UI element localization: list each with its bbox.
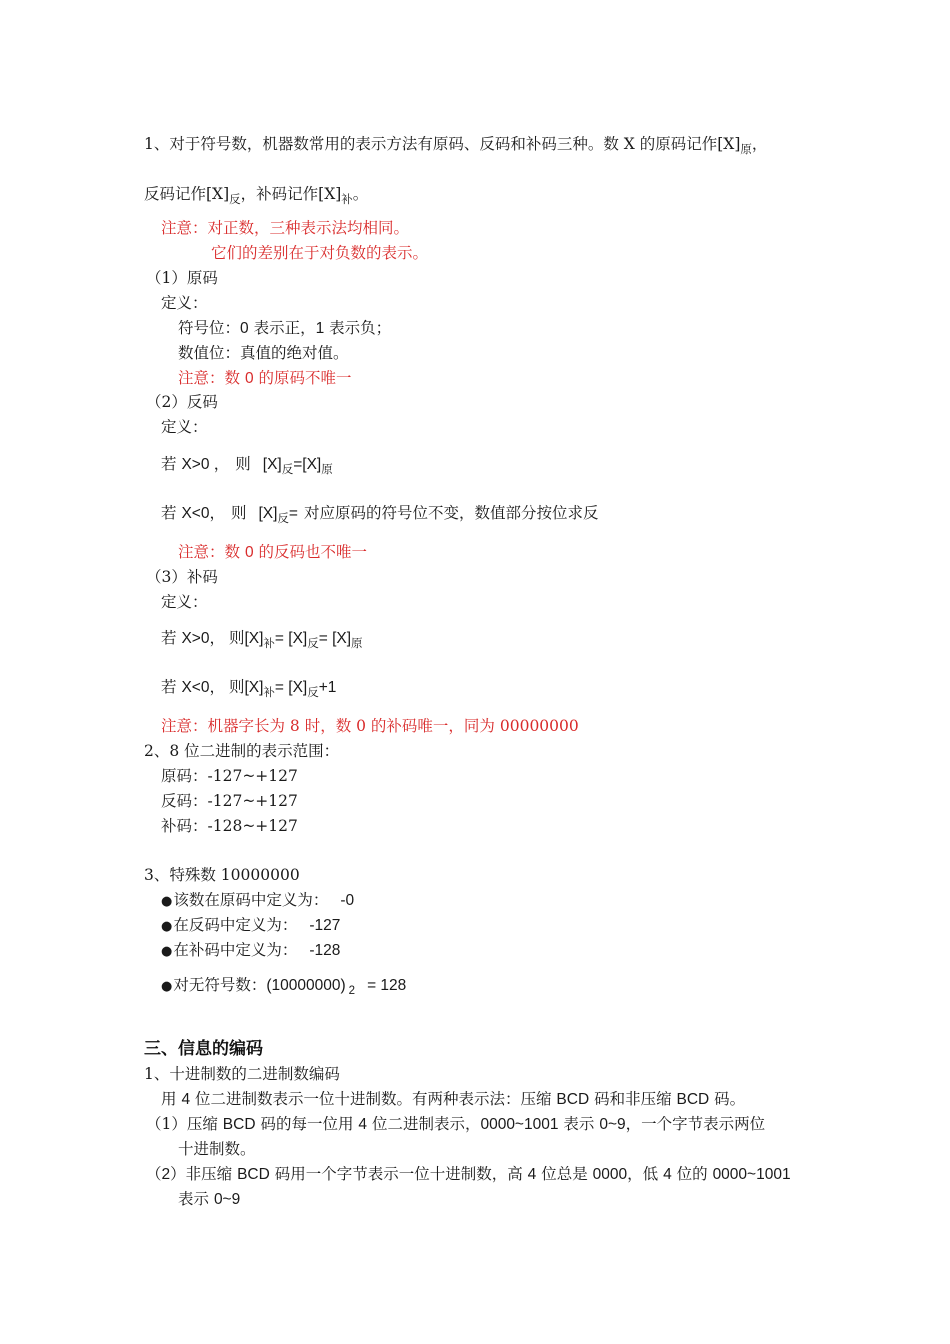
formula: [X] bbox=[244, 630, 264, 647]
fanma-note bbox=[178, 542, 367, 563]
text: ）非压缩 bbox=[170, 1165, 238, 1183]
text: 用 bbox=[161, 1090, 182, 1108]
fanma-if-negative bbox=[161, 503, 599, 524]
bullet-icon: ● bbox=[161, 979, 173, 994]
text: 在补码中定义为： bbox=[173, 941, 298, 959]
text: 的原码不唯一 bbox=[253, 369, 352, 387]
text: 码用一个字节表示一位十进制数，高 bbox=[269, 1165, 528, 1183]
special-bullet-1 bbox=[161, 890, 354, 912]
encoding-unpacked-bcd-cont bbox=[178, 1189, 240, 1210]
text: 位的 bbox=[671, 1165, 713, 1183]
buma-note: 注意：机器字长为 8 时，数 0 的补码唯一，同为 00000000 bbox=[161, 717, 579, 735]
text: 位二进制表示， bbox=[367, 1115, 481, 1133]
range-heading: 2、8 位二进制的表示范围： bbox=[144, 742, 340, 760]
condition: X<0， bbox=[181, 679, 225, 696]
section-encoding-title: 三、信息的编码 bbox=[144, 1039, 263, 1059]
section-buma-heading: （3）补码 bbox=[146, 568, 218, 586]
encoding-paragraph-1 bbox=[161, 1089, 745, 1110]
subscript-yuan: 原 bbox=[740, 142, 752, 156]
term: 0000~1001 bbox=[712, 1166, 791, 1183]
digit: 0 bbox=[240, 320, 249, 337]
term: BCD bbox=[556, 1091, 590, 1108]
subscript-bu: 补 bbox=[263, 636, 275, 650]
formula: [X] bbox=[244, 679, 264, 696]
term: 0~9 bbox=[213, 1191, 241, 1208]
text: 该数在原码中定义为： bbox=[173, 891, 329, 909]
formula: [X] bbox=[262, 456, 282, 473]
fanma-if-positive bbox=[161, 454, 333, 475]
formula: =[X] bbox=[293, 456, 322, 473]
section-yuanma-heading: （1）原码 bbox=[146, 269, 218, 287]
text: 位总是 bbox=[536, 1165, 593, 1183]
digit: 4 bbox=[358, 1116, 368, 1133]
condition: X>0 ， bbox=[181, 456, 230, 473]
digit: 4 bbox=[527, 1166, 537, 1183]
note-negative-diff: 它们的差别在于对负数的表示。 bbox=[211, 244, 429, 262]
bullet-icon: ● bbox=[161, 894, 173, 909]
formula: = [X] bbox=[318, 630, 352, 647]
term: BCD bbox=[222, 1116, 256, 1133]
special-heading: 3、特殊数 10000000 bbox=[144, 866, 300, 884]
text: 若 bbox=[161, 504, 182, 522]
digit: 0 bbox=[244, 544, 254, 561]
subscript-yuan: 原 bbox=[351, 636, 363, 650]
text: （1）压缩 bbox=[146, 1115, 223, 1133]
text: 码和非压缩 bbox=[589, 1090, 677, 1108]
condition: X>0， bbox=[181, 630, 225, 647]
buma-definition-label: 定义： bbox=[161, 593, 208, 611]
value: = 128 bbox=[367, 977, 407, 994]
intro-line-2 bbox=[144, 184, 368, 204]
formula: = [X] bbox=[274, 630, 308, 647]
text: 符号位： bbox=[178, 319, 241, 337]
yuanma-sign-bit bbox=[178, 318, 391, 339]
encoding-unpacked-bcd bbox=[146, 1164, 791, 1185]
fanma-definition-label: 定义： bbox=[161, 418, 208, 436]
text: 对无符号数： bbox=[173, 976, 267, 994]
encoding-packed-bcd bbox=[146, 1114, 765, 1135]
term: 0000~1001 bbox=[480, 1116, 559, 1133]
text: 若 bbox=[161, 678, 182, 696]
subscript-fan: 反 bbox=[229, 192, 241, 206]
buma-if-positive bbox=[161, 628, 363, 649]
value: -0 bbox=[340, 892, 355, 909]
text: 码的每一位用 bbox=[255, 1115, 359, 1133]
text: 位二进制数表示一位十进制数。有两种表示法：压缩 bbox=[190, 1090, 557, 1108]
text: 注意：数 bbox=[178, 369, 245, 387]
subscript-base: 2 bbox=[348, 985, 356, 997]
text: 表示负； bbox=[324, 319, 392, 337]
subscript-bu: 补 bbox=[263, 685, 275, 699]
range-yuanma: 原码：-127~+127 bbox=[161, 767, 298, 785]
text: 若 bbox=[161, 455, 182, 473]
text: 若 bbox=[161, 629, 182, 647]
yuanma-value-bits: 数值位：真值的绝对值。 bbox=[178, 344, 349, 362]
bullet-icon: ● bbox=[161, 944, 173, 959]
text: 表示 bbox=[178, 1190, 214, 1208]
term: BCD bbox=[676, 1091, 710, 1108]
digit: 4 bbox=[663, 1166, 672, 1183]
intro-text: ，补码记作[X] bbox=[240, 185, 342, 203]
encoding-packed-bcd-cont: 十进制数。 bbox=[178, 1140, 256, 1158]
period: 。 bbox=[352, 185, 369, 203]
digit: 2 bbox=[161, 1166, 171, 1183]
section-fanma-heading: （2）反码 bbox=[146, 393, 218, 411]
text: 则 bbox=[230, 504, 247, 522]
text: 则 bbox=[235, 455, 251, 473]
subscript-fan: 反 bbox=[281, 462, 294, 476]
text: 对应原码的符号位不变，数值部分按位求反 bbox=[303, 504, 599, 522]
formula: [X] bbox=[258, 505, 278, 522]
text: ，低 bbox=[627, 1165, 664, 1183]
subscript-fan: 反 bbox=[307, 636, 319, 650]
text: ，一个字节表示两位 bbox=[625, 1115, 766, 1133]
intro-line-1 bbox=[144, 134, 767, 154]
subscript-yuan: 原 bbox=[321, 462, 333, 476]
encoding-subheading: 1、十进制数的二进制数编码 bbox=[144, 1065, 340, 1083]
note-positive-same: 注意：对正数，三种表示法均相同。 bbox=[161, 219, 410, 237]
formula: = bbox=[288, 505, 298, 522]
term: 0~9 bbox=[599, 1116, 626, 1133]
buma-if-negative bbox=[161, 677, 336, 698]
subscript-bu: 补 bbox=[341, 192, 353, 206]
text: （ bbox=[146, 1165, 162, 1183]
yuanma-note bbox=[178, 368, 352, 389]
intro-text: 反码记作[X] bbox=[144, 185, 230, 203]
value: -128 bbox=[309, 942, 341, 959]
formula: = [X] bbox=[274, 679, 308, 696]
special-bullet-3 bbox=[161, 940, 340, 962]
value: (10000000) bbox=[266, 977, 346, 994]
text: 则 bbox=[228, 629, 245, 647]
comma: ， bbox=[751, 135, 768, 153]
condition: X<0， bbox=[181, 505, 225, 522]
intro-text: 1、对于符号数，机器数常用的表示方法有原码、反码和补码三种。数 X 的原码记作[X] bbox=[144, 135, 741, 153]
text: 在反码中定义为： bbox=[173, 916, 298, 934]
subscript-fan: 反 bbox=[307, 685, 319, 699]
formula: +1 bbox=[318, 679, 337, 696]
digit: 4 bbox=[181, 1091, 191, 1108]
term: 0000 bbox=[592, 1166, 628, 1183]
value: -127 bbox=[309, 917, 341, 934]
text: 的反码也不唯一 bbox=[253, 543, 367, 561]
subscript-fan: 反 bbox=[277, 511, 289, 525]
text: 表示正， bbox=[248, 319, 316, 337]
text: 注意：数 bbox=[178, 543, 245, 561]
yuanma-definition-label: 定义： bbox=[161, 294, 208, 312]
range-buma: 补码：-128~+127 bbox=[161, 817, 298, 835]
text: 码。 bbox=[709, 1090, 746, 1108]
special-bullet-2 bbox=[161, 915, 340, 937]
term: BCD bbox=[237, 1166, 270, 1183]
digit: 1 bbox=[315, 320, 325, 337]
text: 则 bbox=[228, 678, 245, 696]
text: 表示 bbox=[558, 1115, 600, 1133]
range-fanma: 反码：-127~+127 bbox=[161, 792, 298, 810]
special-bullet-4 bbox=[161, 975, 406, 997]
digit: 0 bbox=[244, 370, 254, 387]
bullet-icon: ● bbox=[161, 919, 173, 934]
